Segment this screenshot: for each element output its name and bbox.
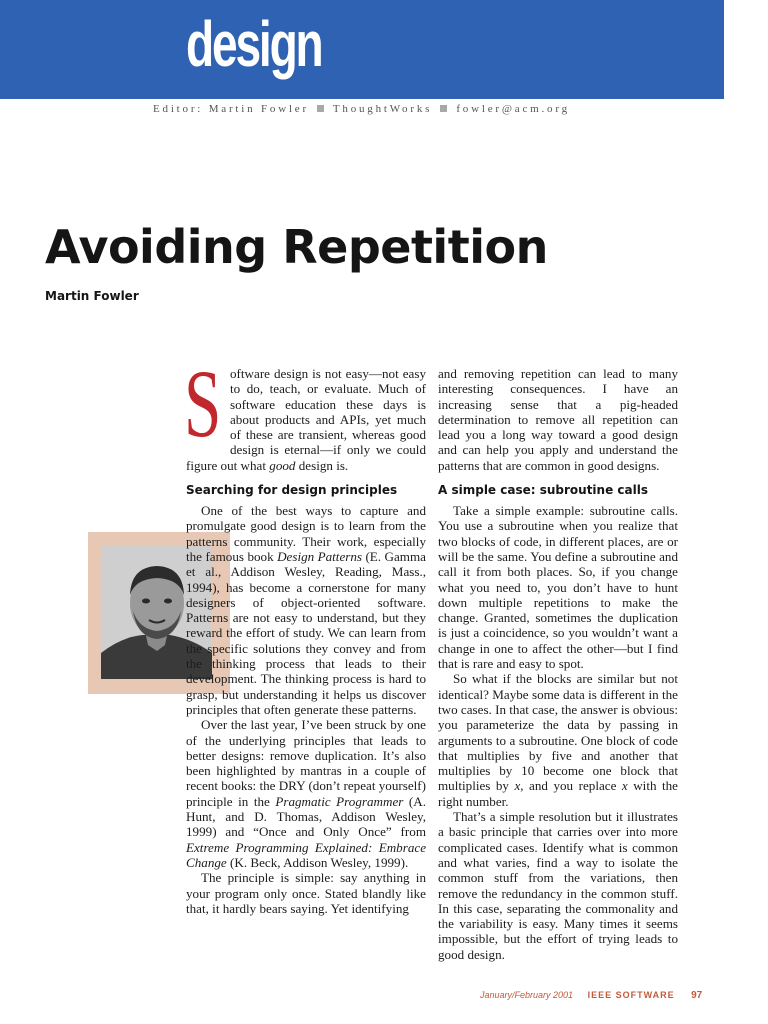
intro-paragraph [184, 350, 426, 473]
intro-text: oftware design is not easy—not easy to do, teach, or evaluate. Much of software education these days is about products and APIs, yet much of these are transient, whereas good design is eternal—if only we could figure out what [186, 366, 426, 473]
paragraph-text: (K. Beck, Addison Wesley, 1999). [226, 854, 409, 870]
section-heading-subroutines: A simple case: subroutine calls [438, 483, 648, 498]
photo-wrap-spacer [88, 503, 144, 662]
editor-email[interactable]: fowler@acm.org [456, 103, 570, 115]
paragraph: The principle is simple: say anything in your program only once. Stated blandly like that, it hardly bears saying. Yet identifying [186, 870, 426, 916]
section-banner [0, 0, 724, 99]
paragraph-text: (E. Gamma et al., Addison Wesley, Reading, Mass., 1994), has become a cornerstone for many designers of object-oriented software. Patterns are not easy to understand, but they reward the effort of study. We can learn from the specific solutions they convey and from the thinking process that leads to their development. The thinking process is hard to grasp, but understanding it helps us discover principles that often generate these patterns. [186, 548, 426, 717]
book-title: Pragmatic Programmer [275, 793, 404, 809]
editor-name: Editor: Martin Fowler [153, 103, 309, 115]
variable: x [621, 778, 628, 794]
paragraph: and removing repetition can lead to many interesting consequences. I have an increasing sense that a pig-headed determination to remove all repetition can lead you a long way toward a good design and can help you apply and understand the patterns that are common in good designs. [438, 366, 678, 473]
article-title: Avoiding Repetition [45, 220, 548, 274]
book-title: Design Patterns [277, 548, 362, 564]
paragraph-text: So what if the blocks are similar but not identical? Maybe some data is different in the two cases. In that case, the answer is obvious: you parameterize the data by passing in arguments to a subroutine. One block of code that multiplies by five and another that multiplies by 10 become one block that multiplies by [438, 671, 678, 794]
variable: x [514, 778, 521, 794]
paragraph-text: One of the best ways to capture and promulgate good design is to learn from the patterns community. Their work, especially the famous book [186, 503, 426, 564]
paragraph: That’s a simple resolution but it illustrates a basic principle that carries over into more complicated cases. Identify what is common and what varies, find a way to isolate the common stuff from the variations, then remove the redundancy in the common stuff. In this case, separating the commonality and the variability is easy. Many times it seems impossible, but the effort of trying leads to good design. [438, 809, 678, 962]
issue-date: January/February 2001 [480, 990, 574, 1000]
paragraph-text: , and you replace [520, 778, 622, 794]
paragraph [186, 503, 426, 717]
column-right [438, 366, 678, 962]
magazine-name: IEEE SOFTWARE [587, 990, 675, 1000]
column-left [184, 350, 426, 916]
drop-cap: S [184, 350, 222, 457]
paragraph-text: (A. Hunt, and D. Thomas, Addison Wesley, 1999) and “Once and Only Once” from [186, 793, 426, 840]
book-title: Extreme Programming Explained: Embrace Change [186, 839, 426, 870]
paragraph-text: with the right number. [438, 778, 678, 809]
paragraph [186, 717, 426, 870]
section-label: design [186, 8, 322, 80]
section-heading-principles: Searching for design principles [186, 483, 398, 498]
article-author: Martin Fowler [45, 289, 139, 303]
editor-org: ThoughtWorks [332, 103, 433, 115]
page-footer [480, 990, 702, 1001]
intro-text-end: design is. [295, 457, 349, 473]
paragraph [438, 671, 678, 809]
intro-emphasis: good [269, 457, 296, 473]
editor-line [153, 103, 570, 115]
bullet-square-icon [440, 105, 447, 112]
paragraph-text: Over the last year, I’ve been struck by one of the underlying principles that leads to better designs: remove duplication. It’s also been highlighted by mantras in a couple of recent books: the DRY (don’t repeat yourself) principle in the [186, 717, 426, 809]
bullet-square-icon [317, 105, 324, 112]
paragraph: Take a simple example: subroutine calls. You use a subroutine when you realize that two blocks of code, in different places, are or will be the same. You define a subroutine and call it from both places. So, if you change what you need to, you don’t have to hunt down multiple repetitions to make the change. Granted, sometimes the duplication is just a coincidence, so you wouldn’t want a change in one to affect the other—but I find that is rare and easy to spot. [438, 503, 678, 672]
page-number: 97 [691, 990, 703, 1001]
